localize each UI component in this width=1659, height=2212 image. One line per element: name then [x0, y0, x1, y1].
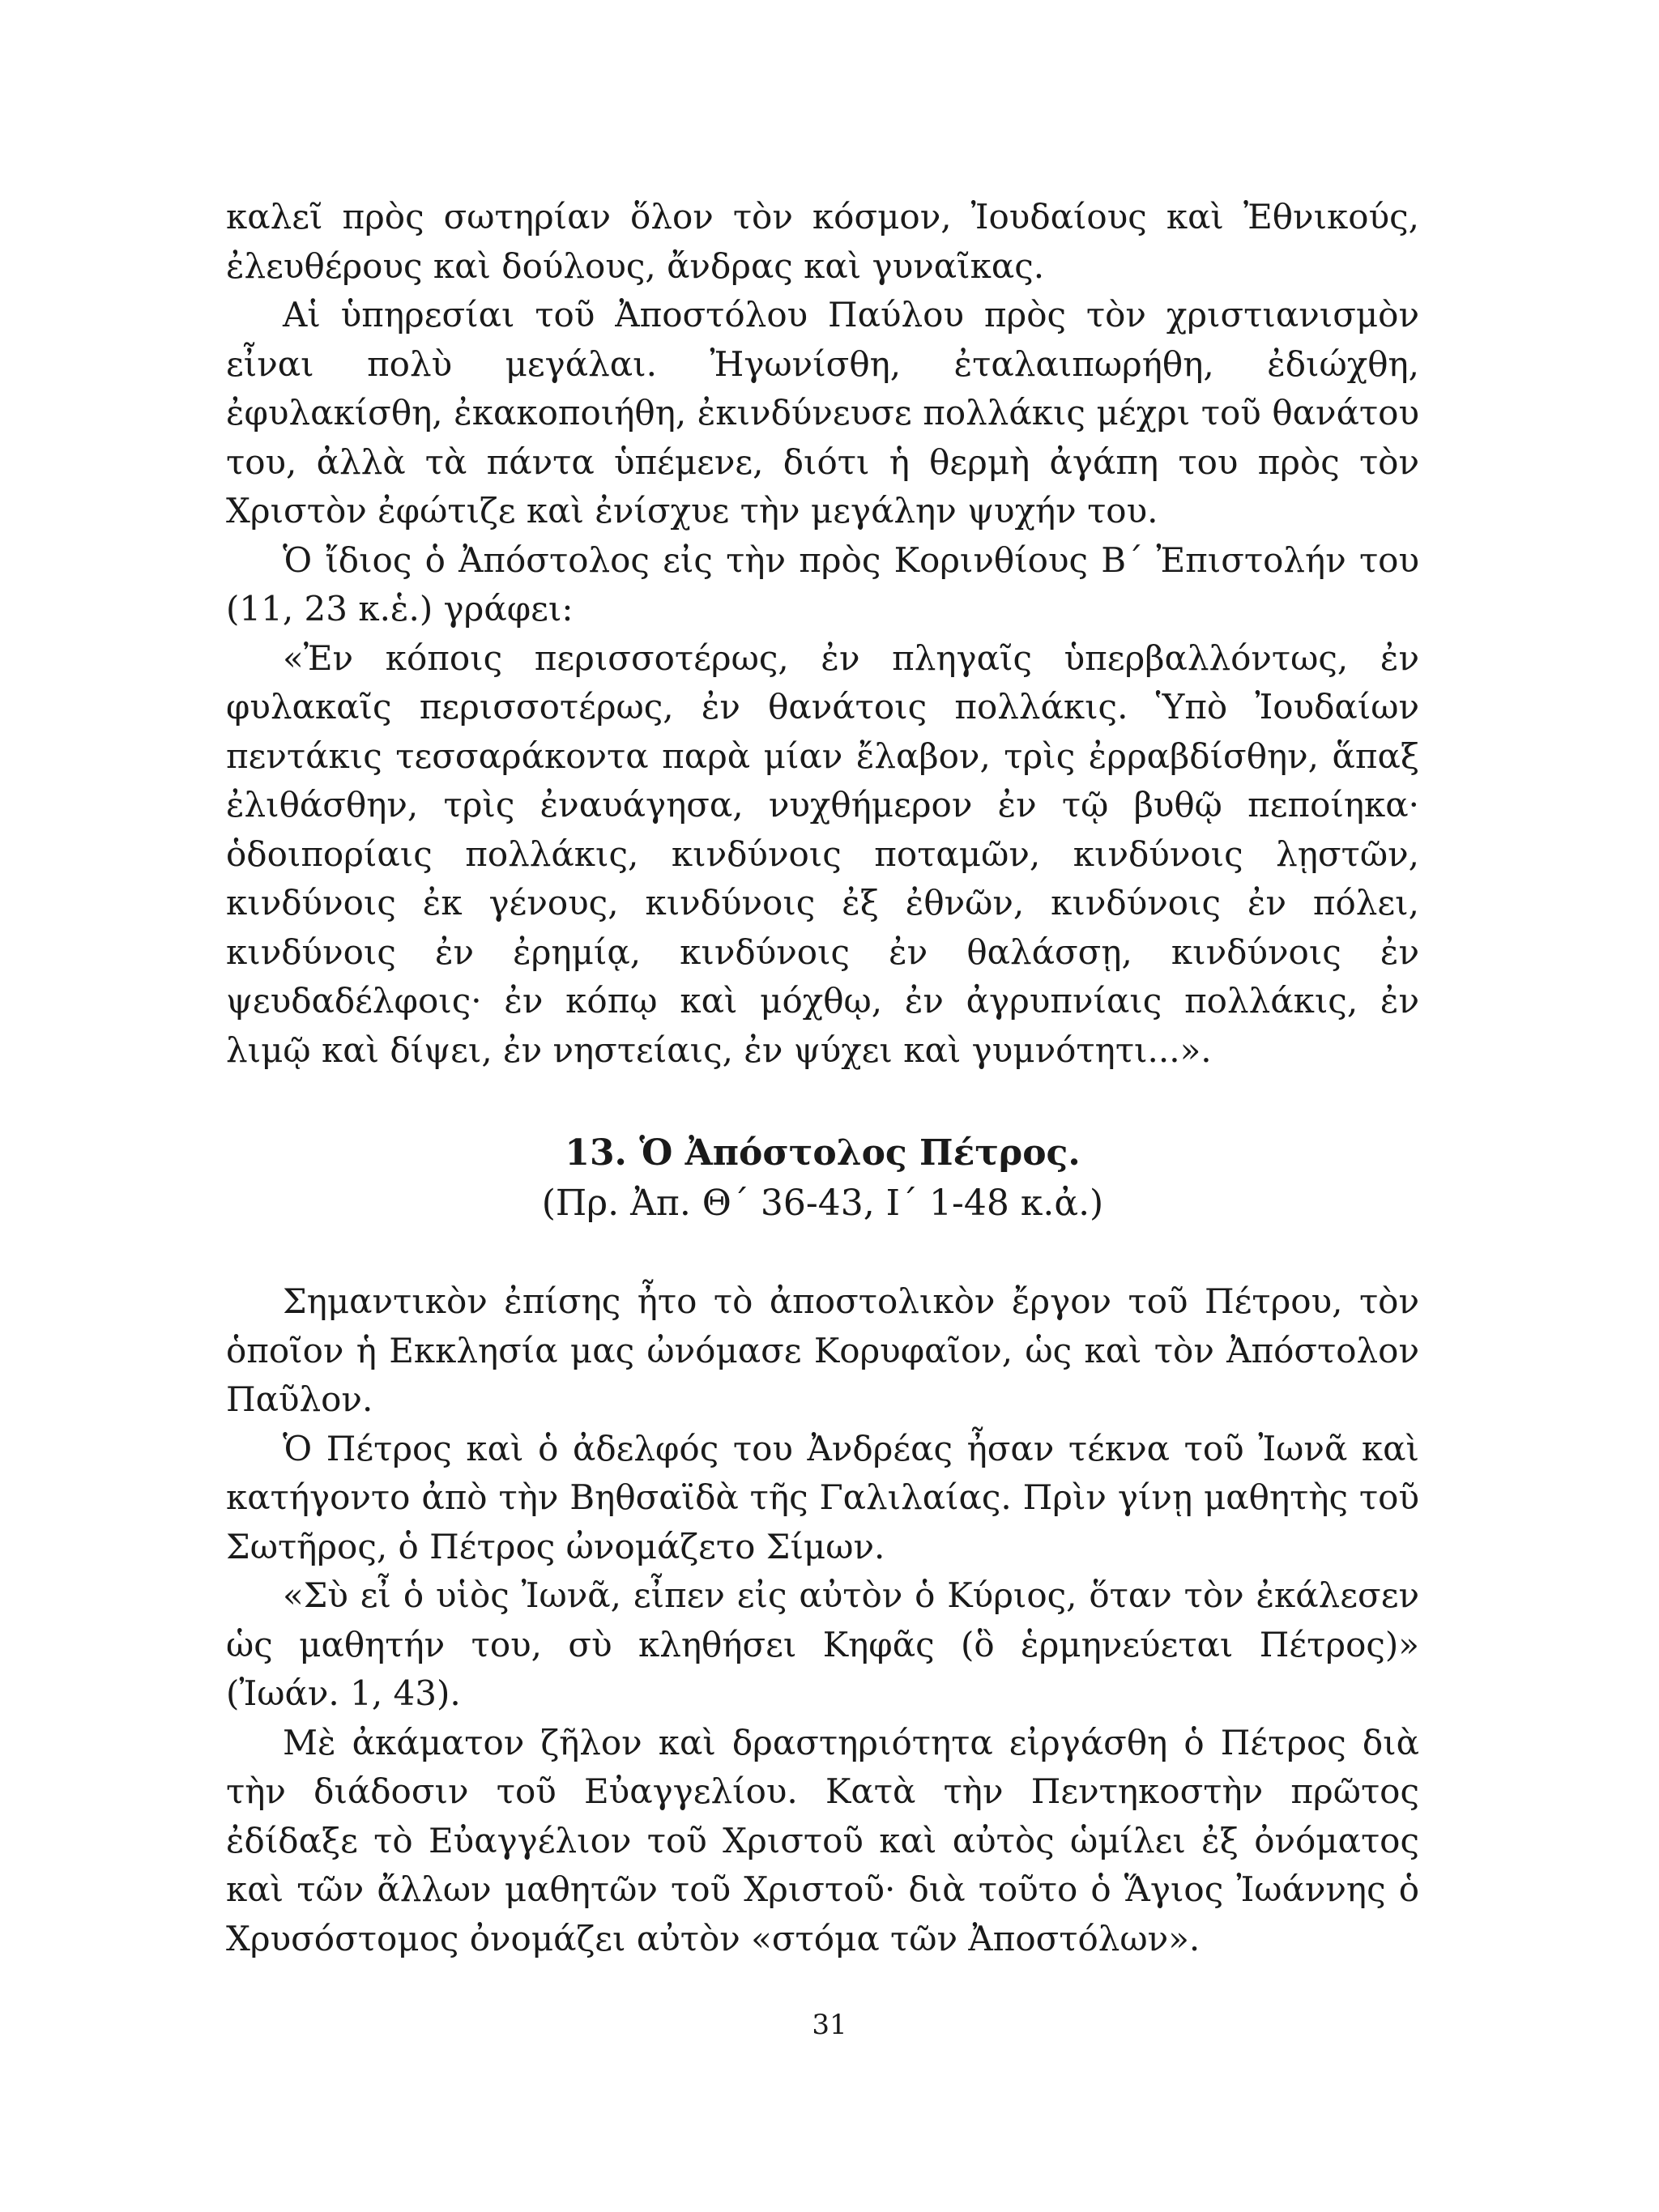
paragraph: Μὲ ἀκάματον ζῆλον καὶ δραστηριότητα εἰργάσθη ὁ Πέτρος διὰ τὴν διάδοσιν τοῦ Εὐαγγελίου. Κατὰ τὴν Πεντηκοστὴν πρῶτος ἐδίδαξε τὸ Εὐαγγέλιον τοῦ Χριστοῦ καὶ αὐτὸς ὡμίλει ἐξ ὀνόματος καὶ τῶν ἄλλων μαθητῶν τοῦ Χριστοῦ· διὰ τοῦτο ὁ Ἅγιος Ἰωάννης ὁ Χρυσόστομος ὀνομάζει αὐτὸν «στόμα τῶν Ἀποστόλων». — [226, 1722, 1419, 1958]
body-text-bottom — [226, 1277, 1419, 1963]
paragraph: καλεῖ πρὸς σωτηρίαν ὅλον τὸν κόσμον, Ἰουδαίους καὶ Ἐθνικούς, ἐλευθέρους καὶ δούλους, ἄνδρας καὶ γυναῖκας. — [226, 197, 1419, 286]
paragraph: Αἱ ὑπηρεσίαι τοῦ Ἀποστόλου Παύλου πρὸς τὸν χριστιανισμὸν εἶναι πολὺ μεγάλαι. Ἠγωνίσθη, ἐταλαιπωρήθη, ἐδιώχθη, ἐφυλακίσθη, ἐκακοποιήθη, ἐκινδύνευσε πολλάκις μέχρι τοῦ θανάτου του, ἀλλὰ τὰ πάντα ὑπέμενε, διότι ἡ θερμὴ ἀγάπη του πρὸς τὸν Χριστὸν ἐφώτιζε καὶ ἐνίσχυε τὴν μεγάλην ψυχήν του. — [226, 295, 1419, 531]
paragraph: Σημαντικὸν ἐπίσης ἦτο τὸ ἀποστολικὸν ἔργον τοῦ Πέτρου, τὸν ὁποῖον ἡ Εκκλησία μας ὠνόμασε Κορυφαῖον, ὡς καὶ τὸν Ἀπόστολον Παῦλον. — [226, 1281, 1419, 1419]
section-heading — [226, 1128, 1419, 1229]
paragraph: Ὁ ἴδιος ὁ Ἀπόστολος εἰς τὴν πρὸς Κορινθίους Β΄ Ἐπιστολήν του (11, 23 κ.ἑ.) γράφει: — [226, 539, 1419, 629]
paragraph: Ὁ Πέτρος καὶ ὁ ἀδελφός του Ἀνδρέας ἦσαν τέκνα τοῦ Ἰωνᾶ καὶ κατήγοντο ἀπὸ τὴν Βηθσαϊδὰ τῆς Γαλιλαίας. Πρὶν γίνῃ μαθητὴς τοῦ Σωτῆρος, ὁ Πέτρος ὠνομάζετο Σίμων. — [226, 1428, 1419, 1566]
section-title: 13. Ὁ Ἀπόστολος Πέτρος. — [565, 1132, 1081, 1174]
page-number: 31 — [812, 2009, 847, 2041]
paragraph: «Σὺ εἶ ὁ υἱὸς Ἰωνᾶ, εἶπεν εἰς αὐτὸν ὁ Κύριος, ὅταν τὸν ἐκάλεσεν ὡς μαθητήν του, σὺ κληθήσει Κηφᾶς (ὃ ἑρμηνεύεται Πέτρος)» (Ἰωάν. 1, 43). — [226, 1575, 1419, 1713]
quotation-paragraph: «Ἐν κόποις περισσοτέρως, ἐν πληγαῖς ὑπερβαλλόντως, ἐν φυλακαῖς περισσοτέρως, ἐν θανάτοις πολλάκις. Ὑπὸ Ἰουδαίων πεντάκις τεσσαράκοντα παρὰ μίαν ἔλαβον, τρὶς ἐρραβδίσθην, ἅπαξ ἐλιθάσθην, τρὶς ἐναυάγησα, νυχθήμερον ἐν τῷ βυθῷ πεποίηκα· ὁδοιπορίαις πολλάκις, κινδύνοις ποταμῶν, κινδύνοις λῃστῶν, κινδύνοις ἐκ γένους, κινδύνοις ἐξ ἐθνῶν, κινδύνοις ἐν πόλει, κινδύνοις ἐν ἐρημίᾳ, κινδύνοις ἐν θαλάσσῃ, κινδύνοις ἐν ψευδαδέλφοις· ἐν κόπῳ καὶ μόχθῳ, ἐν ἀγρυπνίαις πολλάκις, ἐν λιμῷ καὶ δίψει, ἐν νηστείαις, ἐν ψύχει καὶ γυμνότητι...». — [226, 637, 1419, 1070]
body-text-top — [226, 193, 1419, 1075]
section-reference: (Πρ. Ἀπ. Θ΄ 36-43, Ι΄ 1-48 κ.ἀ.) — [541, 1183, 1104, 1224]
